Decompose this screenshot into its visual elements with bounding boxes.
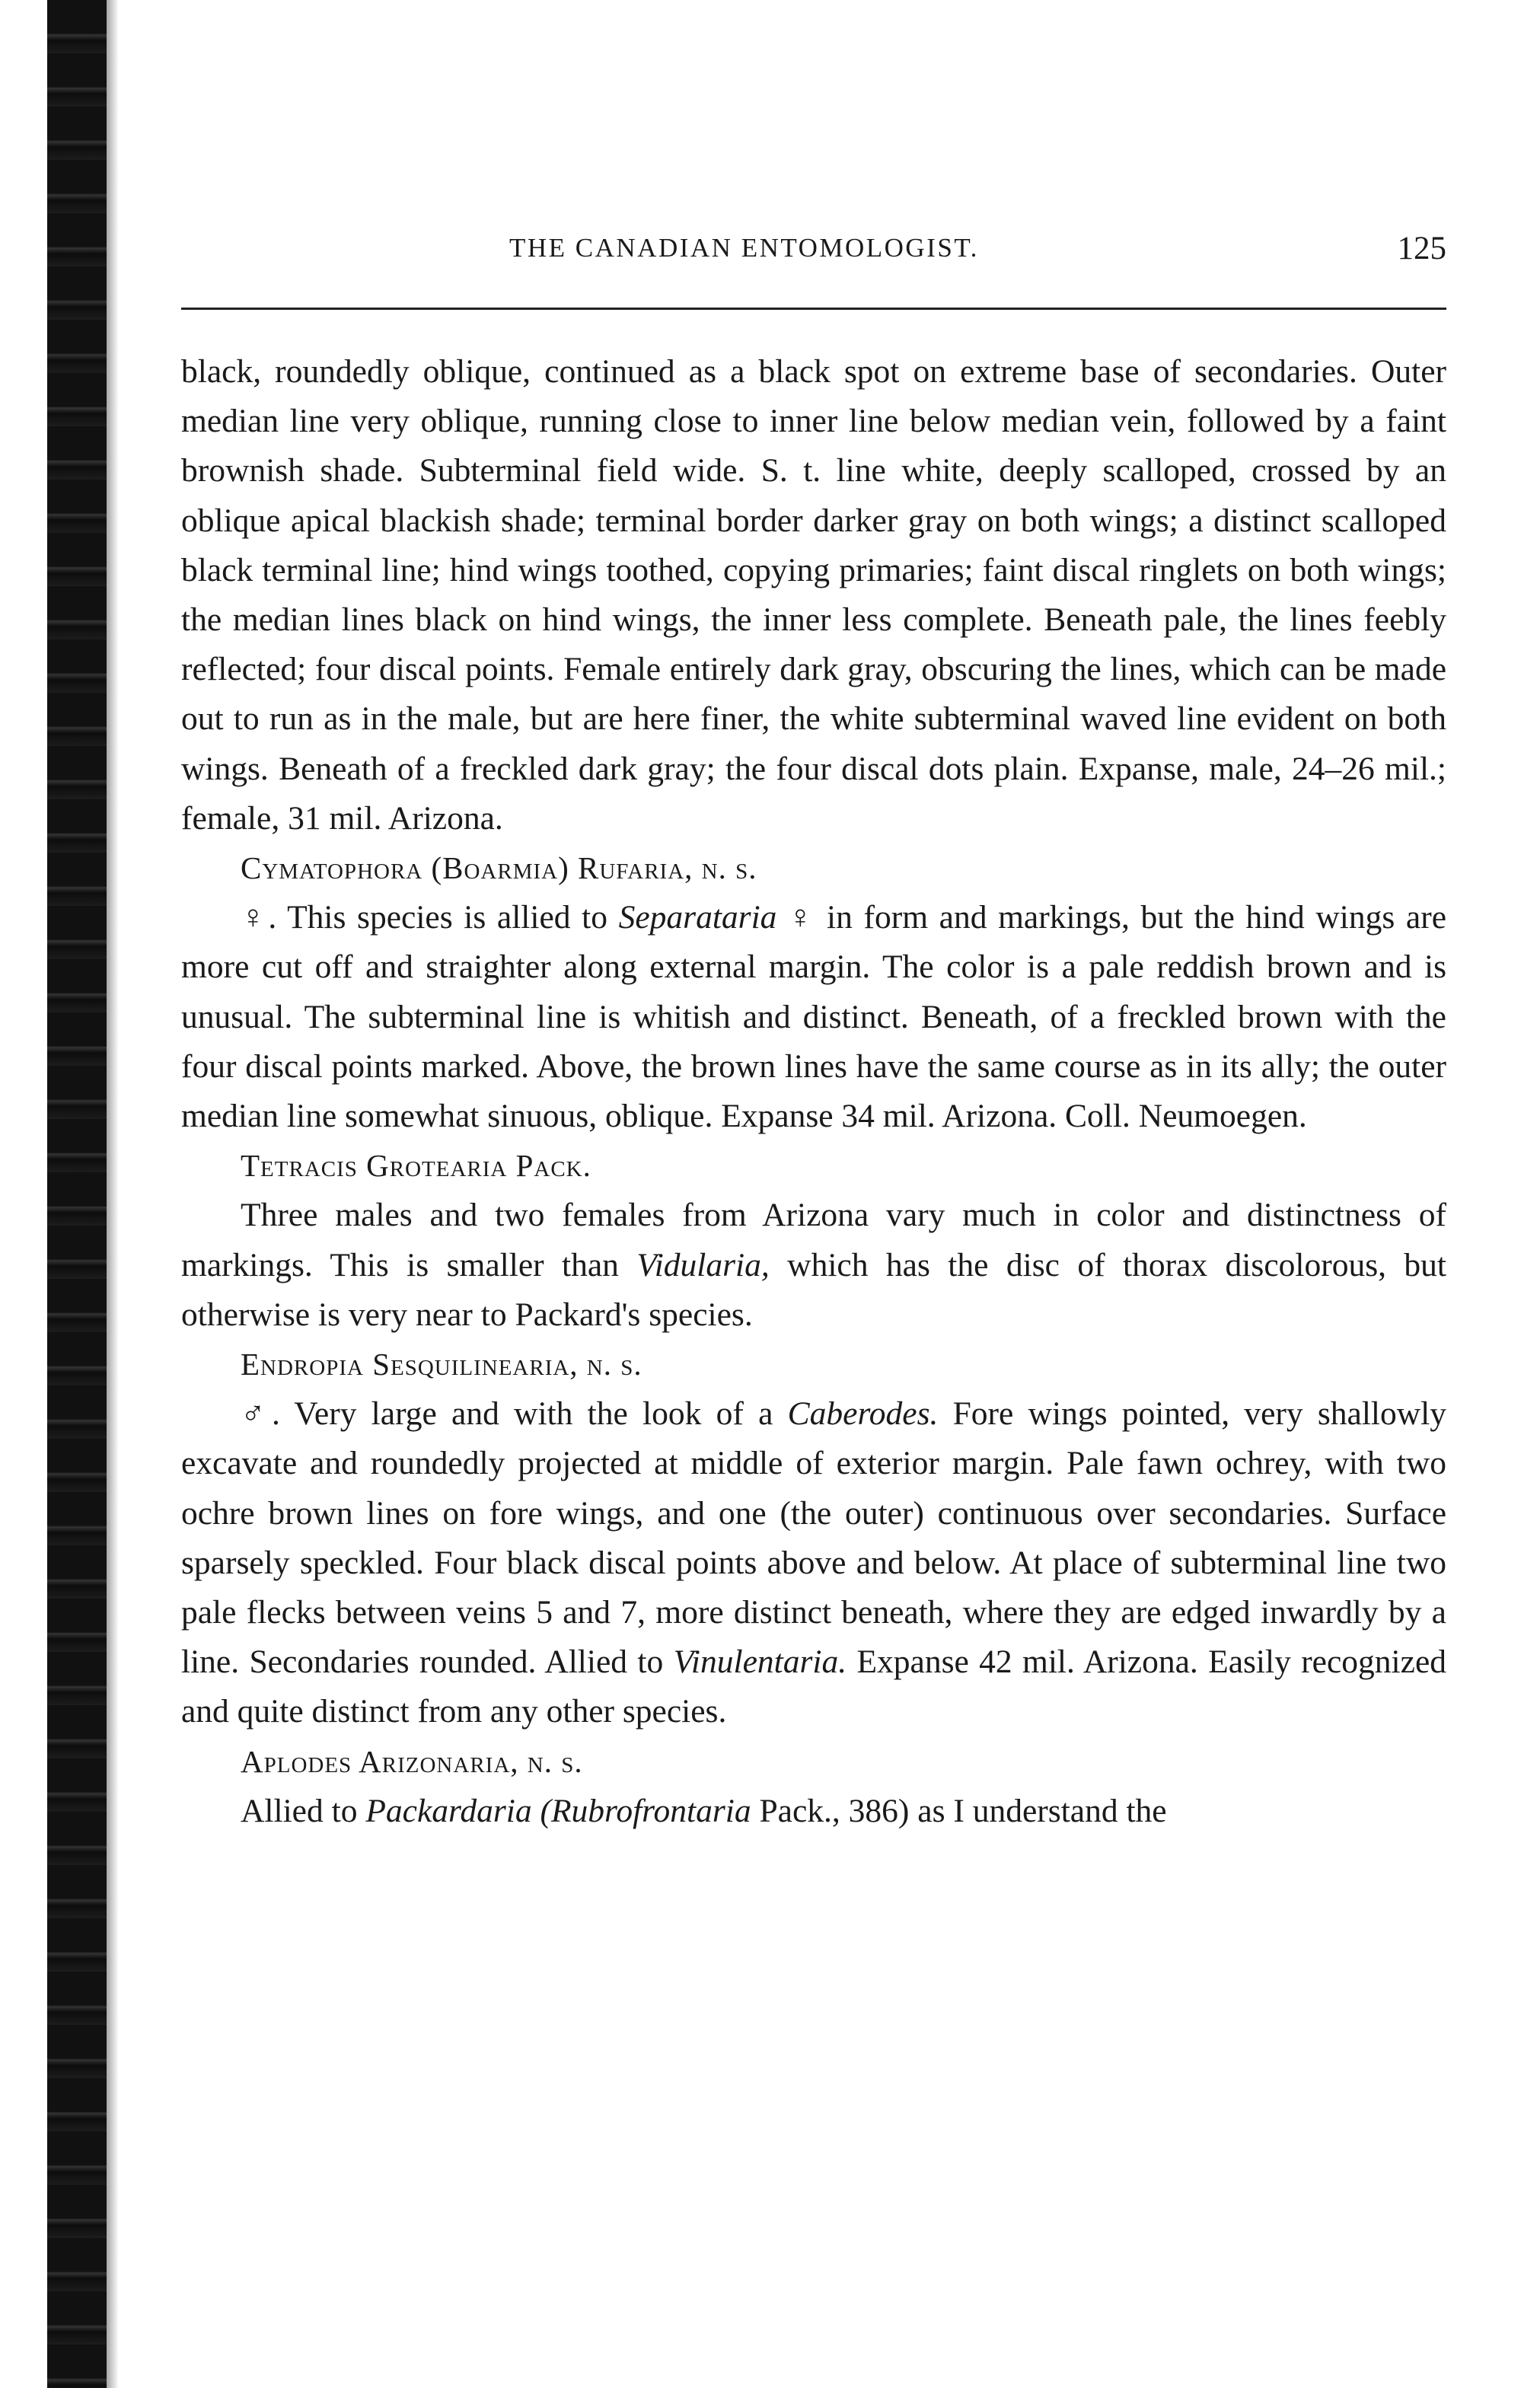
binding-shadow xyxy=(107,0,119,2388)
header-rule xyxy=(181,308,1446,310)
page-body xyxy=(181,347,1446,1836)
species-heading-tetracis-grotearia: Tetracis Grotearia Pack. xyxy=(241,1148,591,1184)
paragraph-sesquilinearia: ♂. Very large and with the look of a Caberodes. Fore wings pointed, very shallowly excavate and roundedly projected at middle of exterior margin. Pale fawn ochrey, with two ochre brown lines on fore wings, and one (the outer) continuous over secondaries. Surface sparsely speckled. Four black discal points above and below. At place of subterminal line two pale flecks between veins 5 and 7, more distinct beneath, where they are edged inwardly by a line. Secondaries rounded. Allied to Vinulentaria. Expanse 42 mil. Arizona. Easily recognized and quite distinct from any other species. xyxy=(181,1395,1447,1730)
species-heading-cymatophora-rufaria: Cymatophora (Boarmia) Rufaria, n. s. xyxy=(241,850,757,886)
species-heading-aplodes-arizonaria: Aplodes Arizonaria, n. s. xyxy=(241,1743,583,1779)
paragraph-rufaria: ♀. This species is allied to Separataria ♀ in form and markings, but the hind wings are more cut off and straighter along external margin. The color is a pale reddish brown and is unusual. The subterminal line is whitish and distinct. Beneath, of a freckled brown with the four discal points marked. Above, the brown lines have the same course as in its ally; the outer median line somewhat sinuous, oblique. Expanse 34 mil. Arizona. Coll. Neumoegen. xyxy=(181,899,1447,1135)
species-heading-endropia-sesquilinearia: Endropia Sesquilinearia, n. s. xyxy=(241,1347,642,1382)
paragraph-continued: black, roundedly oblique, continued as a black spot on extreme base of secondaries. Outer median line very oblique, running close to inner line below median vein, followed by a faint brownish shade. Subterminal field wide. S. t. line white, deeply scalloped, crossed by an oblique apical blackish shade; terminal border darker gray on both wings; a distinct scalloped black terminal line; hind wings toothed, copying primaries; faint discal ringlets on both wings; the median lines black on hind wings, the inner less complete. Beneath pale, the lines feebly reflected; four discal points. Female entirely dark gray, obscuring the lines, which can be made out to run as in the male, but are here finer, the white subterminal waved line evident on both wings. Beneath of a freckled dark gray; the four discal dots plain. Expanse, male, 24–26 mil.; female, 31 mil. Arizona. xyxy=(181,353,1446,837)
journal-title: THE CANADIAN ENTOMOLOGIST. xyxy=(509,233,979,263)
paragraph-grotearia: Three males and two females from Arizona vary much in color and distinctness of markings. This is smaller than Vidularia, which has the disc of thorax discolorous, but otherwise is very near to Packard's species. xyxy=(181,1197,1447,1333)
page-number: 125 xyxy=(1397,231,1446,266)
book-binding-edge xyxy=(47,0,107,2388)
page xyxy=(181,221,1447,1829)
running-head xyxy=(181,221,1446,282)
paragraph-arizonaria: Allied to Packardaria (Rubrofrontaria Pack., 386) as I understand the xyxy=(241,1792,1167,1829)
